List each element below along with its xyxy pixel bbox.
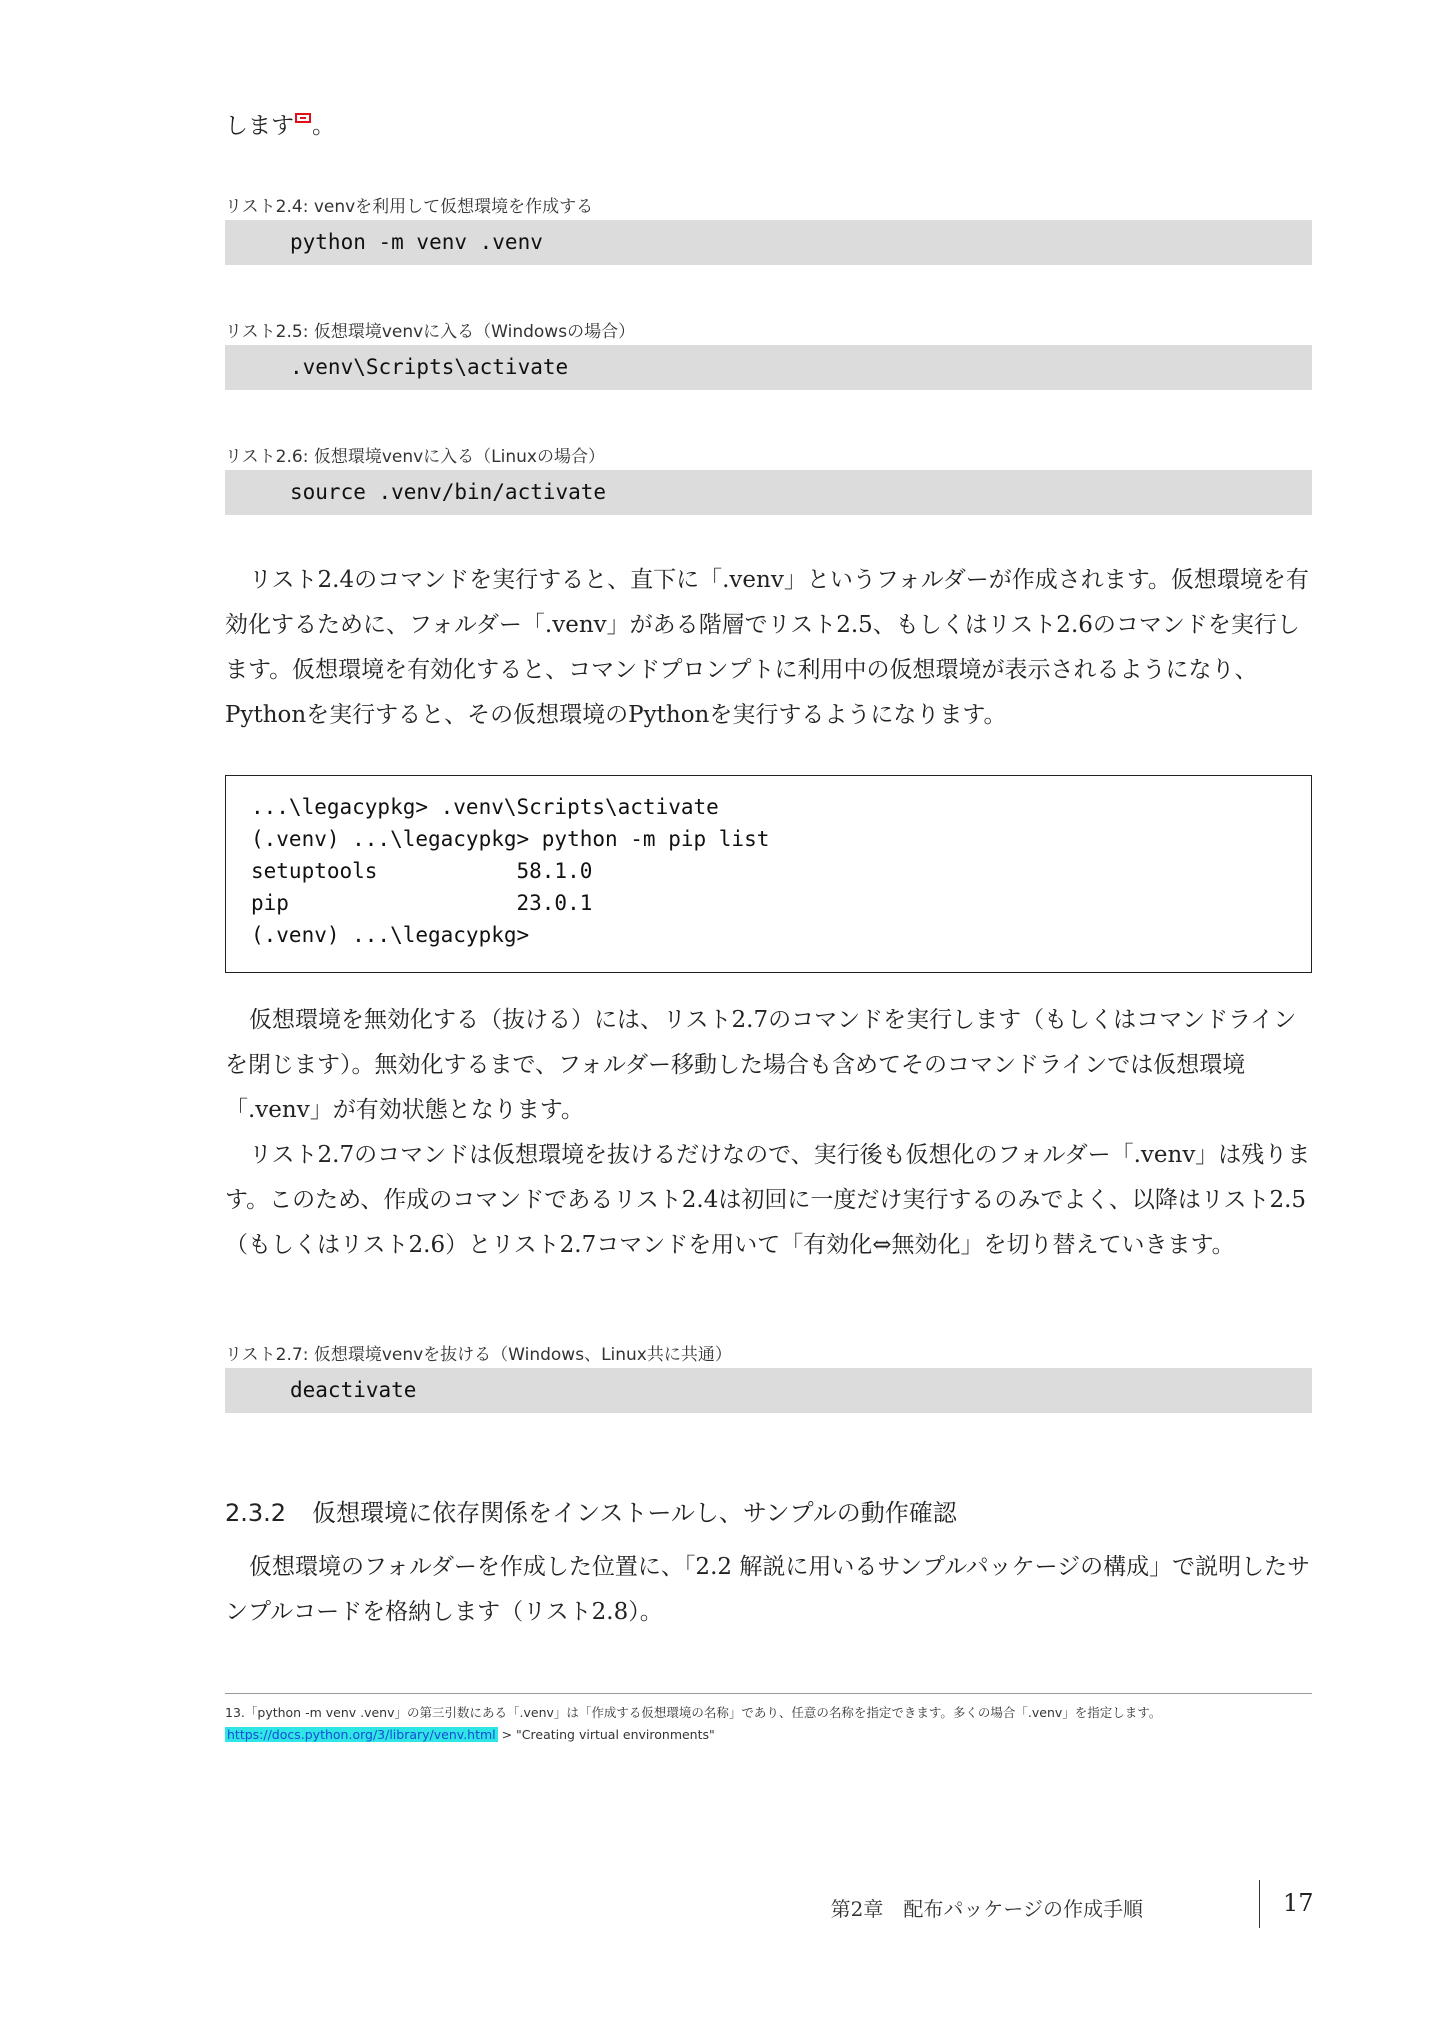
listing-2-4-code: python -m venv .venv xyxy=(225,220,1312,265)
running-head: 第2章 配布パッケージの作成手順 xyxy=(830,1897,1143,1921)
footnote-divider xyxy=(225,1693,1312,1694)
terminal-line: pip 23.0.1 xyxy=(251,891,593,915)
section-title: 仮想環境に依存関係をインストールし、サンプルの動作確認 xyxy=(312,1499,957,1527)
terminal-line: (.venv) ...\legacypkg> xyxy=(251,923,530,947)
intro-end: 。 xyxy=(312,113,335,139)
paragraph-2-text: 仮想環境を無効化する（抜ける）には、リスト2.7のコマンドを実行します（もしくはコマンドラインを閉じます）。無効化するまで、フォルダー移動した場合も含めてそのコマンドラインでは仮想環境「.venv」が有効状態となります。 xyxy=(225,1007,1297,1123)
footnote-link[interactable]: https://docs.python.org/3/library/venv.html xyxy=(227,1727,496,1742)
listing-2-6-code: source .venv/bin/activate xyxy=(225,470,1312,515)
terminal-line: (.venv) ...\legacypkg> python -m pip list xyxy=(251,827,770,851)
listing-2-5-code: .venv\Scripts\activate xyxy=(225,345,1312,390)
footnote-text: 13.「python -m venv .venv」の第三引数にある「.venv」は「作成する仮想環境の名称」であり、任意の名称を指定できます。多くの場合「.venv」を指定します。 xyxy=(225,1705,1162,1720)
terminal-output xyxy=(225,775,1312,973)
paragraph-1 xyxy=(225,558,1317,738)
terminal-line: ...\legacypkg> .venv\Scripts\activate xyxy=(251,795,719,819)
listing-2-4-caption: リスト2.4: venvを利用して仮想環境を作成する xyxy=(225,197,594,217)
section-number: 2.3.2 xyxy=(225,1499,287,1527)
listing-2-7-caption: リスト2.7: 仮想環境venvを抜ける（Windows、Linux共に共通） xyxy=(225,1345,732,1365)
footnote-link-suffix: > "Creating virtual environments" xyxy=(497,1727,715,1742)
paragraph-1-text: リスト2.4のコマンドを実行すると、直下に「.venv」というフォルダーが作成されます。仮想環境を有効化するために、フォルダー「.venv」がある階層でリスト2.5、もしくはリスト2.6のコマンドを実行します。仮想環境を有効化すると、コマンドプロンプトに利用中の仮想環境が表示されるようになり、Pythonを実行すると、その仮想環境のPythonを実行するようになります。 xyxy=(225,567,1309,728)
footnote-marker-icon[interactable] xyxy=(295,113,311,123)
page-number: 17 xyxy=(1283,1889,1314,1917)
footnote-link-line xyxy=(225,1727,1325,1742)
listing-2-7-code: deactivate xyxy=(225,1368,1312,1413)
paragraph-2-3 xyxy=(225,998,1317,1268)
section-heading xyxy=(225,1493,957,1528)
paragraph-4 xyxy=(225,1545,1317,1635)
footer-divider xyxy=(1259,1880,1260,1928)
intro-line xyxy=(225,104,1317,149)
listing-2-6-caption: リスト2.6: 仮想環境venvに入る（Linuxの場合） xyxy=(225,447,605,467)
terminal-line: setuptools 58.1.0 xyxy=(251,859,593,883)
paragraph-4-text: 仮想環境のフォルダーを作成した位置に、「2.2 解説に用いるサンプルパッケージの構成」で説明したサンプルコードを格納します（リスト2.8）。 xyxy=(225,1554,1311,1625)
intro-text: します xyxy=(225,113,294,139)
listing-2-5-caption: リスト2.5: 仮想環境venvに入る（Windowsの場合） xyxy=(225,322,636,342)
paragraph-3-text: リスト2.7のコマンドは仮想環境を抜けるだけなので、実行後も仮想化のフォルダー「.venv」は残ります。このため、作成のコマンドであるリスト2.4は初回に一度だけ実行するのみでよく、以降はリスト2.5（もしくはリスト2.6）とリスト2.7コマンドを用いて「有効化⇔無効化」を切り替えていきます。 xyxy=(225,1142,1311,1258)
